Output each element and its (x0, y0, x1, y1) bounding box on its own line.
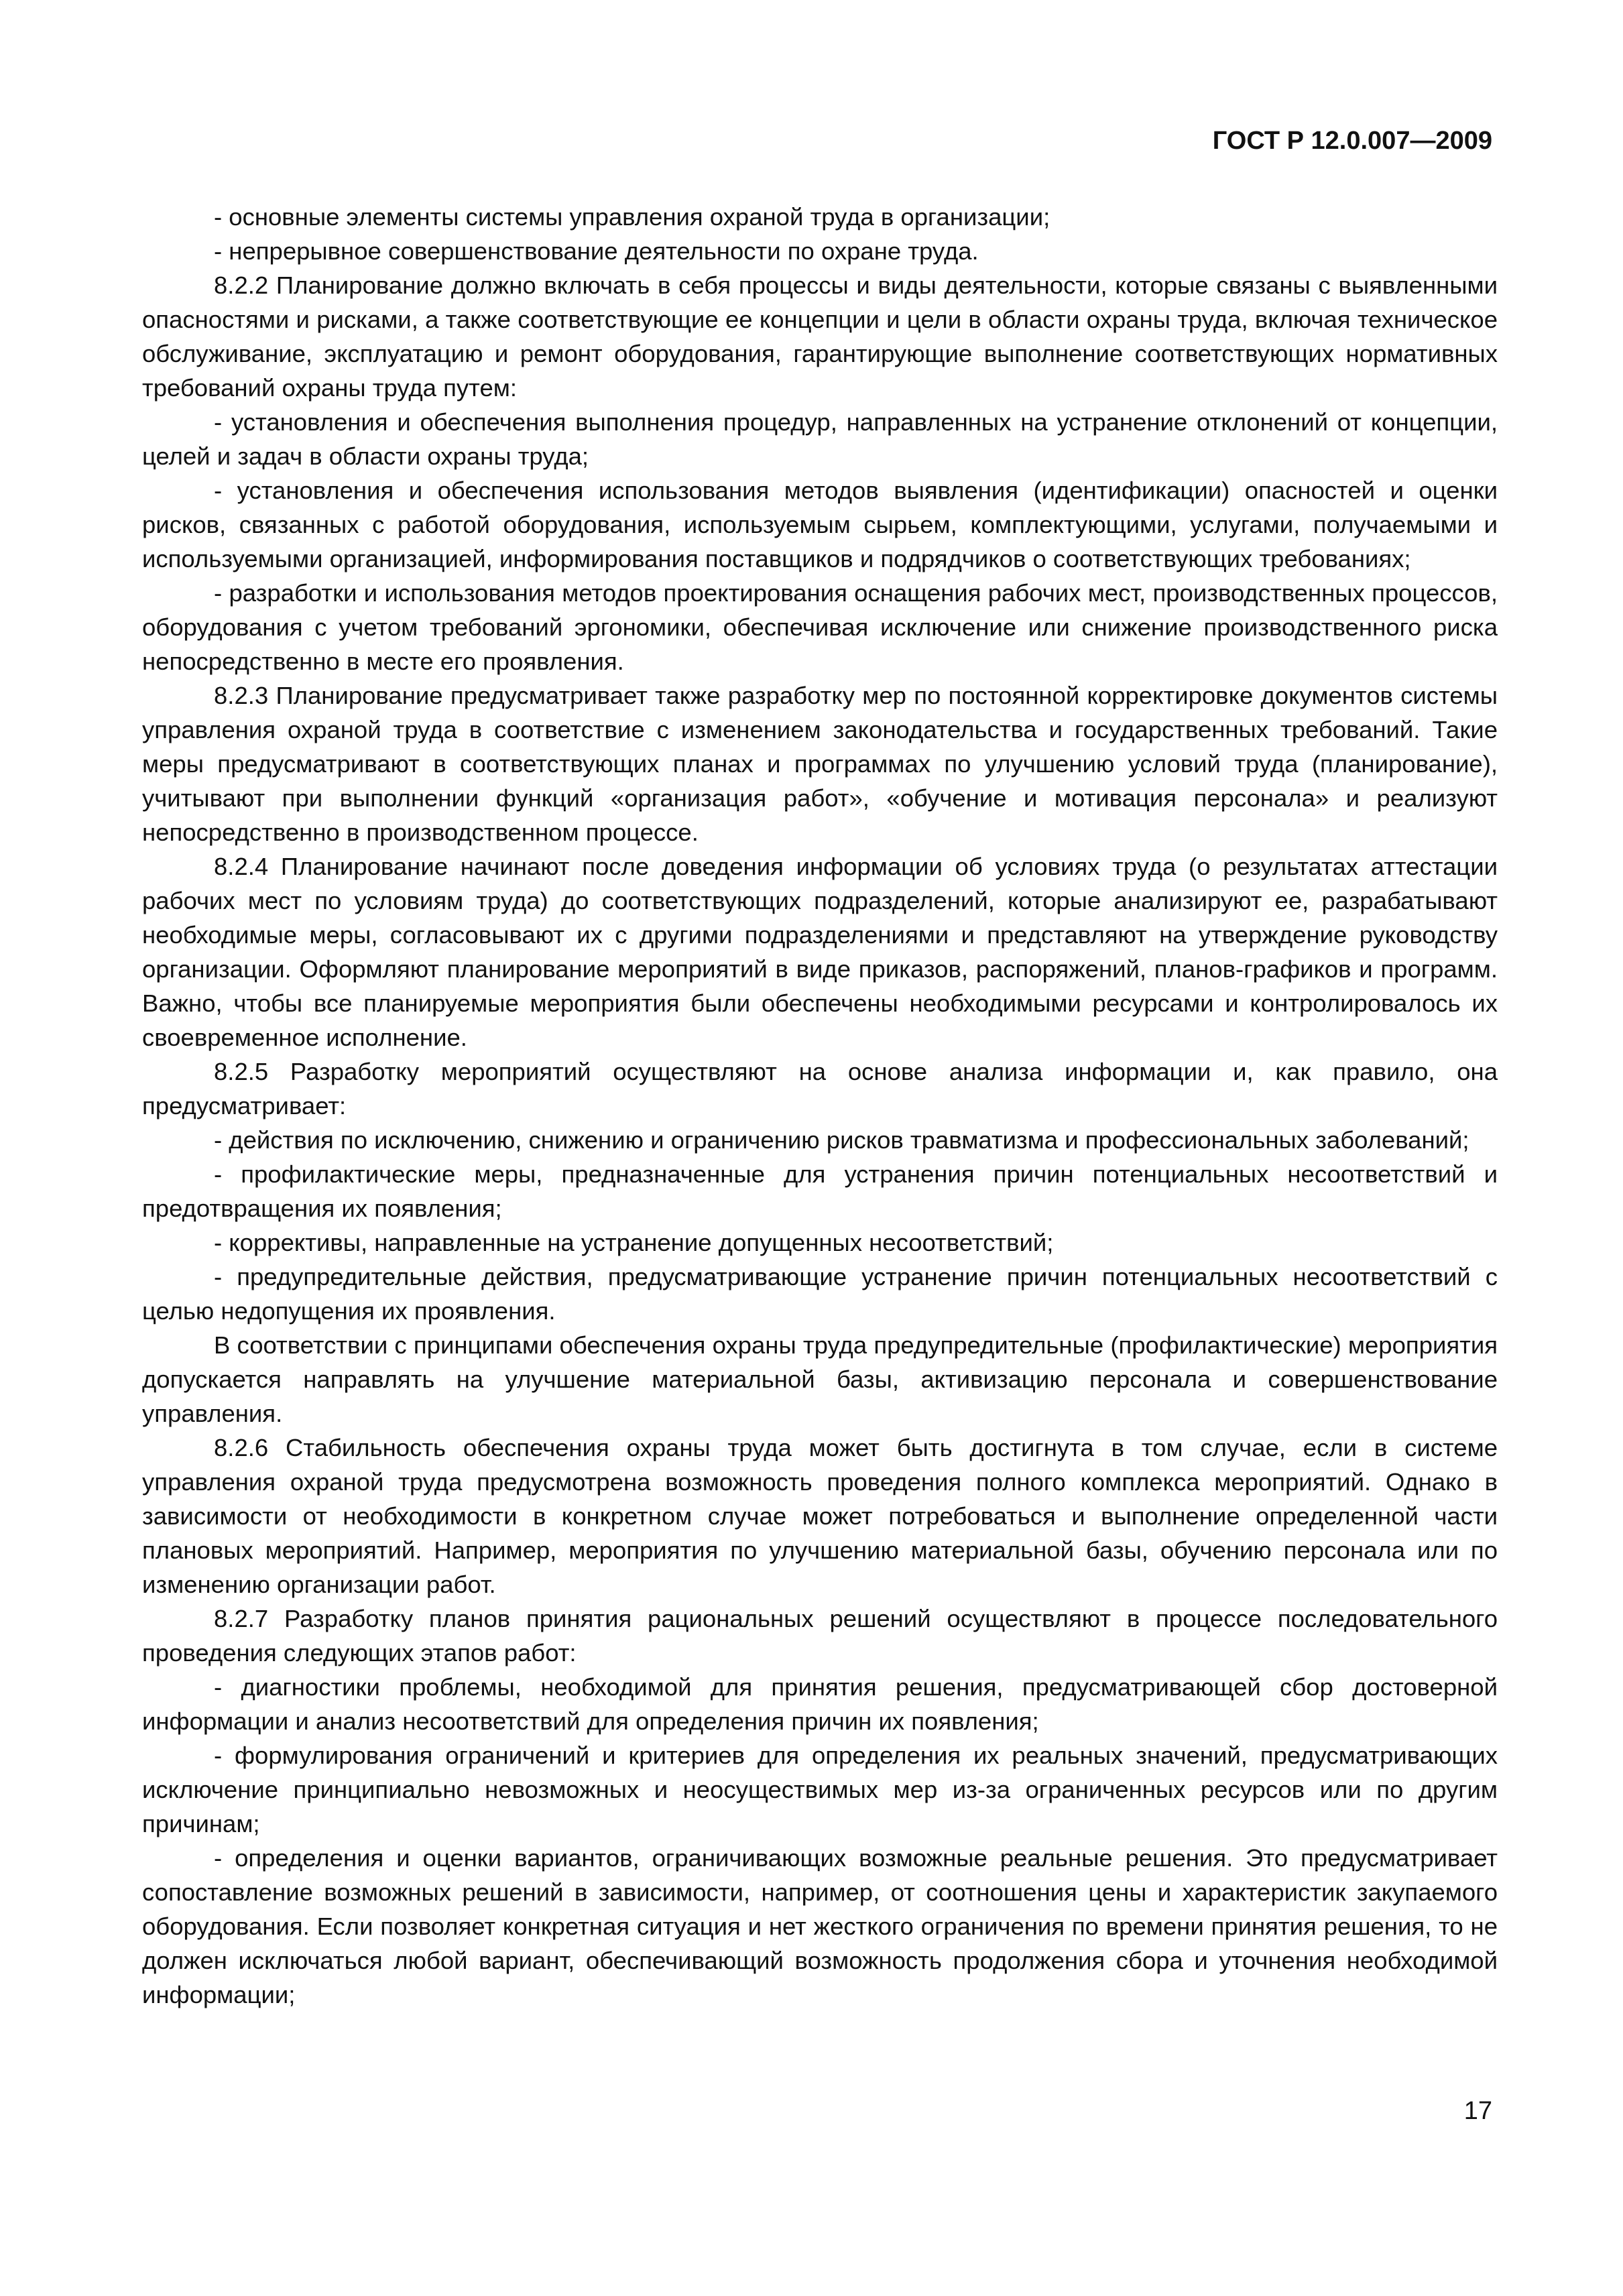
paragraph: 8.2.5 Разработку мероприятий осуществляют на основе анализа информации и, как правило, она предусматривает: (142, 1058, 1498, 1120)
paragraph: - коррективы, направленные на устранение допущенных несоответствий; (214, 1229, 1054, 1256)
page-number: 17 (1463, 2097, 1492, 2125)
paragraph: - предупредительные действия, предусматривающие устранение причин потенциальных несоответствий с целью недопущения их проявления. (142, 1263, 1498, 1325)
paragraph: - формулирования ограничений и критериев для определения их реальных значений, предусматривающих исключение принципиально невозможных и неосуществимых мер из-за ограниченных ресурсов или по другим причинам; (142, 1742, 1498, 1837)
paragraph: - профилактические меры, предназначенные для устранения причин потенциальных несоответствий и предотвращения их появления; (142, 1160, 1498, 1222)
paragraph: - диагностики проблемы, необходимой для принятия решения, предусматривающей сбор достоверной информации и анализ несоответствий для определения причин их появления; (142, 1673, 1498, 1735)
paragraph: 8.2.2 Планирование должно включать в себя процессы и виды деятельности, которые связаны с выявленными опасностями и рисками, а также соответствующие ее концепции и цели в области охраны труда, включая техническое обслуживание, эксплуатацию и ремонт оборудования, гарантирующие выполнение соответствующих нормативных требований охраны труда путем: (142, 271, 1498, 402)
paragraph: 8.2.4 Планирование начинают после доведения информации об условиях труда (о результатах аттестации рабочих мест по условиям труда) до соответствующих подразделений, которые анализируют ее, разрабатывают необходимые меры, согласовывают их с другими подразделениями и представляют на утверждение руководству организации. Оформляют планирование мероприятий в виде приказов, распоряжений, планов-графиков и программ. Важно, чтобы все планируемые мероприятия были обеспечены необходимыми ресурсами и контролировалось их своевременное исполнение. (142, 853, 1498, 1051)
paragraph: В соответствии с принципами обеспечения охраны труда предупредительные (профилактические) мероприятия допускается направлять на улучшение материальной базы, активизацию персонала и совершенствование управления. (142, 1331, 1498, 1427)
paragraph: 8.2.3 Планирование предусматривает также разработку мер по постоянной корректировке документов системы управления охраной труда в соответствие с изменением законодательства и государственных требований. Такие меры предусматривают в соответствующих планах и программах по улучшению условий труда (планирование), учитывают при выполнении функций «организация работ», «обучение и мотивация персонала» и реализуют непосредственно в производственном процессе. (142, 682, 1498, 846)
paragraph: - основные элементы системы управления охраной труда в организации; (214, 203, 1050, 231)
document-body (142, 200, 1498, 2012)
paragraph: - непрерывное совершенствование деятельности по охране труда. (214, 237, 979, 265)
paragraph: - разработки и использования методов проектирования оснащения рабочих мест, производственных процессов, оборудования с учетом требований эргономики, обеспечивая исключение или снижение производственного риска непосредственно в месте его проявления. (142, 579, 1498, 675)
paragraph: 8.2.7 Разработку планов принятия рациональных решений осуществляют в процессе последовательного проведения следующих этапов работ: (142, 1605, 1498, 1667)
paragraph: 8.2.6 Стабильность обеспечения охраны труда может быть достигнута в том случае, если в системе управления охраной труда предусмотрена возможность проведения полного комплекса мероприятий. Однако в зависимости от необходимости в конкретном случае может потребоваться и выполнение определенной части плановых мероприятий. Например, мероприятия по улучшению материальной базы, обучению персонала или по изменению организации работ. (142, 1434, 1498, 1598)
paragraph: - установления и обеспечения выполнения процедур, направленных на устранение отклонений от концепции, целей и задач в области охраны труда; (142, 408, 1498, 470)
standard-code-header: ГОСТ Р 12.0.007—2009 (1212, 127, 1492, 155)
paragraph: - действия по исключению, снижению и ограничению рисков травматизма и профессиональных заболеваний; (214, 1126, 1469, 1154)
paragraph: - установления и обеспечения использования методов выявления (идентификации) опасностей и оценки рисков, связанных с работой оборудования, используемым сырьем, комплектующими, услугами, получаемыми и используемыми организацией, информирования поставщиков и подрядчиков о соответствующих требованиях; (142, 477, 1498, 572)
paragraph: - определения и оценки вариантов, ограничивающих возможные реальные решения. Это предусматривает сопоставление возможных решений в зависимости, например, от соотношения цены и характеристик закупаемого оборудования. Если позволяет конкретная ситуация и нет жесткого ограничения по времени принятия решения, то не должен исключаться любой вариант, обеспечивающий возможность продолжения сбора и уточнения необходимой информации; (142, 1844, 1498, 2008)
